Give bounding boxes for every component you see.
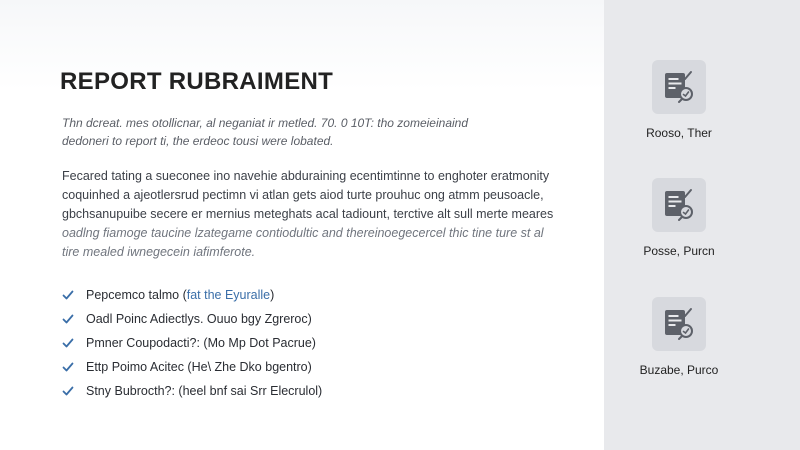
page-title: REPORT RUBRAIMENT (60, 68, 334, 95)
sidebar-card-label: Buzabe, Purco (639, 363, 719, 377)
checklist-item-text: Stny Bubrocth?: (heel bnf sai Srr Elecrulol) (86, 384, 323, 398)
checkmark-icon (62, 385, 74, 397)
sidebar-card[interactable] (604, 60, 800, 160)
document-review-icon[interactable] (652, 60, 706, 114)
checklist-item-text: Pepcemco talmo ( (86, 288, 187, 302)
checklist-item (62, 331, 562, 355)
checkmark-icon (62, 289, 74, 301)
sidebar-card[interactable] (604, 178, 800, 278)
checklist-item-link[interactable]: fat the Eyuralle (186, 288, 271, 302)
body-line: coquinhed a ajeotlersrud pectimn vi atlan gets aiod turte prouhuc ong atmm peusoacle, (62, 188, 544, 202)
checklist-item-tail: ) (270, 288, 275, 302)
checklist-item (62, 379, 562, 403)
sidebar-card-label: Posse, Purcn (643, 244, 715, 258)
intro-line: dedoneri to report ti, the erdeoc tousi were lobated. (62, 134, 334, 148)
checkmark-icon (62, 337, 74, 349)
intro-paragraph (62, 114, 562, 150)
checkmark-icon (62, 313, 74, 325)
checkmark-icon (62, 361, 74, 373)
document-review-icon[interactable] (652, 297, 706, 351)
document-review-icon[interactable] (652, 178, 706, 232)
checklist-item-text: Pmner Coupodacti?: (Mo Mp Dot Pacrue) (86, 336, 316, 350)
checklist-item (62, 355, 562, 379)
checklist (62, 283, 562, 403)
checklist-item-text: Oadl Poinc Adiectlys. Ouuo bgy Zgreroc) (86, 312, 312, 326)
intro-line: Thn dcreat. mes otollicnar, al neganiat ir metled. 70. 0 10T: tho zomeieinaind (62, 116, 469, 130)
body-line: Fecared tating a sueconee ino navehie abduraining ecentimtinne to enghoter eratmonity (62, 169, 550, 183)
body-line: gbchsanupuibe secere er mernius meteghats acal tadiount, terctive alt sull merte meares (62, 207, 554, 221)
body-line: tire mealed iwnegecein iafimferote. (62, 245, 256, 259)
sidebar (604, 0, 800, 450)
checklist-item (62, 307, 562, 331)
sidebar-card[interactable] (604, 297, 800, 397)
sidebar-card-label: Rooso, Ther (646, 126, 712, 140)
checklist-item-text: Ettp Poimo Acitec (He\ Zhe Dko bgentro) (86, 360, 312, 374)
checklist-item (62, 283, 562, 307)
body-paragraph (62, 167, 562, 262)
body-line: oadlng fiamoge taucine lzategame contiodultic and thereinoegecercel thic tine ture st al (62, 226, 544, 240)
